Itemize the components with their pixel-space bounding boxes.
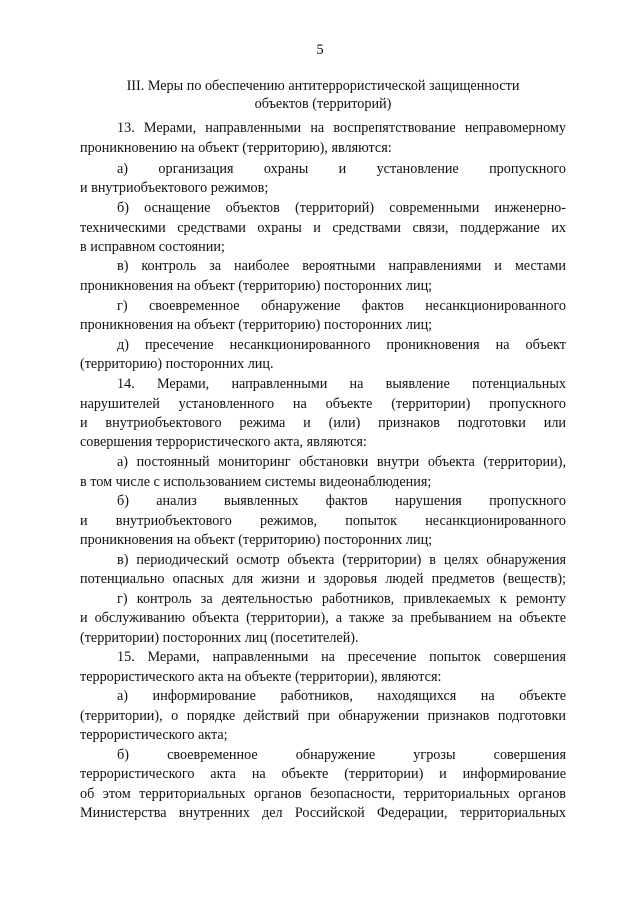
text-line: техническими средствами охраны и средствами связи, поддержание их bbox=[80, 220, 566, 236]
text-line: террористического акта; bbox=[80, 727, 228, 743]
text-line: 15. Мерами, направленными на пресечение попыток совершения bbox=[117, 649, 566, 665]
text-line: в) периодический осмотр объекта (территории) в целях обнаружения bbox=[117, 552, 566, 568]
text-line: и внутриобъектового режима и (или) признаков подготовки или bbox=[80, 415, 566, 431]
text-line: в) контроль за наиболее вероятными направлениями и местами bbox=[117, 258, 566, 274]
text-line: проникновения на объект (территорию) посторонних лиц; bbox=[80, 532, 433, 548]
text-line: а) постоянный мониторинг обстановки внутри объекта (территории), bbox=[117, 454, 566, 470]
text-line: и обслуживанию объекта (территории), а также за пребыванием на объекте bbox=[80, 610, 566, 626]
text-line: 13. Мерами, направленными на воспрепятствование неправомерному bbox=[117, 120, 566, 136]
text-line: (территории), о порядке действий при обнаружении признаков подготовки bbox=[80, 708, 566, 724]
text-line: г) своевременное обнаружение фактов несанкционированного bbox=[117, 298, 566, 314]
text-line: а) организация охраны и установление пропускного bbox=[117, 161, 566, 177]
section-heading-line-2: объектов (территорий) bbox=[254, 96, 392, 112]
text-line: проникновению на объект (территорию), являются: bbox=[80, 140, 392, 156]
text-line: террористического акта на объекте (территории), являются: bbox=[80, 669, 442, 685]
text-line: б) своевременное обнаружение угрозы совершения bbox=[117, 747, 566, 763]
text-line: а) информирование работников, находящихся на объекте bbox=[117, 688, 566, 704]
text-line: (территории) посторонних лиц (посетителей). bbox=[80, 630, 359, 646]
text-line: и внутриобъектового режимов, попыток несанкционированного bbox=[80, 513, 566, 529]
text-line: потенциально опасных для жизни и здоровья людей предметов (веществ); bbox=[80, 571, 566, 587]
text-line: д) пресечение несанкционированного проникновения на объект bbox=[117, 337, 566, 353]
text-line: в том числе с использованием системы видеонаблюдения; bbox=[80, 474, 432, 490]
text-line: Министерства внутренних дел Российской Федерации, территориальных bbox=[80, 805, 566, 821]
text-line: в исправном состоянии; bbox=[80, 239, 225, 255]
page-number: 5 bbox=[316, 42, 324, 58]
text-line: об этом территориальных органов безопасности, территориальных органов bbox=[80, 786, 566, 802]
text-line: нарушителей установленного на объекте (территории) пропускного bbox=[80, 396, 566, 412]
section-heading-line-1: III. Меры по обеспечению антитеррористической защищенности bbox=[126, 78, 520, 94]
text-line: (территорию) посторонних лиц. bbox=[80, 356, 274, 372]
text-line: г) контроль за деятельностью работников, привлекаемых к ремонту bbox=[117, 591, 566, 607]
text-line: террористического акта на объекте (территории) и информирование bbox=[80, 766, 566, 782]
text-line: совершения террористического акта, являются: bbox=[80, 434, 367, 450]
text-line: б) оснащение объектов (территорий) современными инженерно- bbox=[117, 200, 566, 216]
text-line: проникновения на объект (территорию) посторонних лиц; bbox=[80, 278, 433, 294]
text-line: 14. Мерами, направленными на выявление потенциальных bbox=[117, 376, 566, 392]
text-line: проникновения на объект (территорию) посторонних лиц; bbox=[80, 317, 433, 333]
text-line: б) анализ выявленных фактов нарушения пропускного bbox=[117, 493, 566, 509]
text-line: и внутриобъектового режимов; bbox=[80, 180, 269, 196]
